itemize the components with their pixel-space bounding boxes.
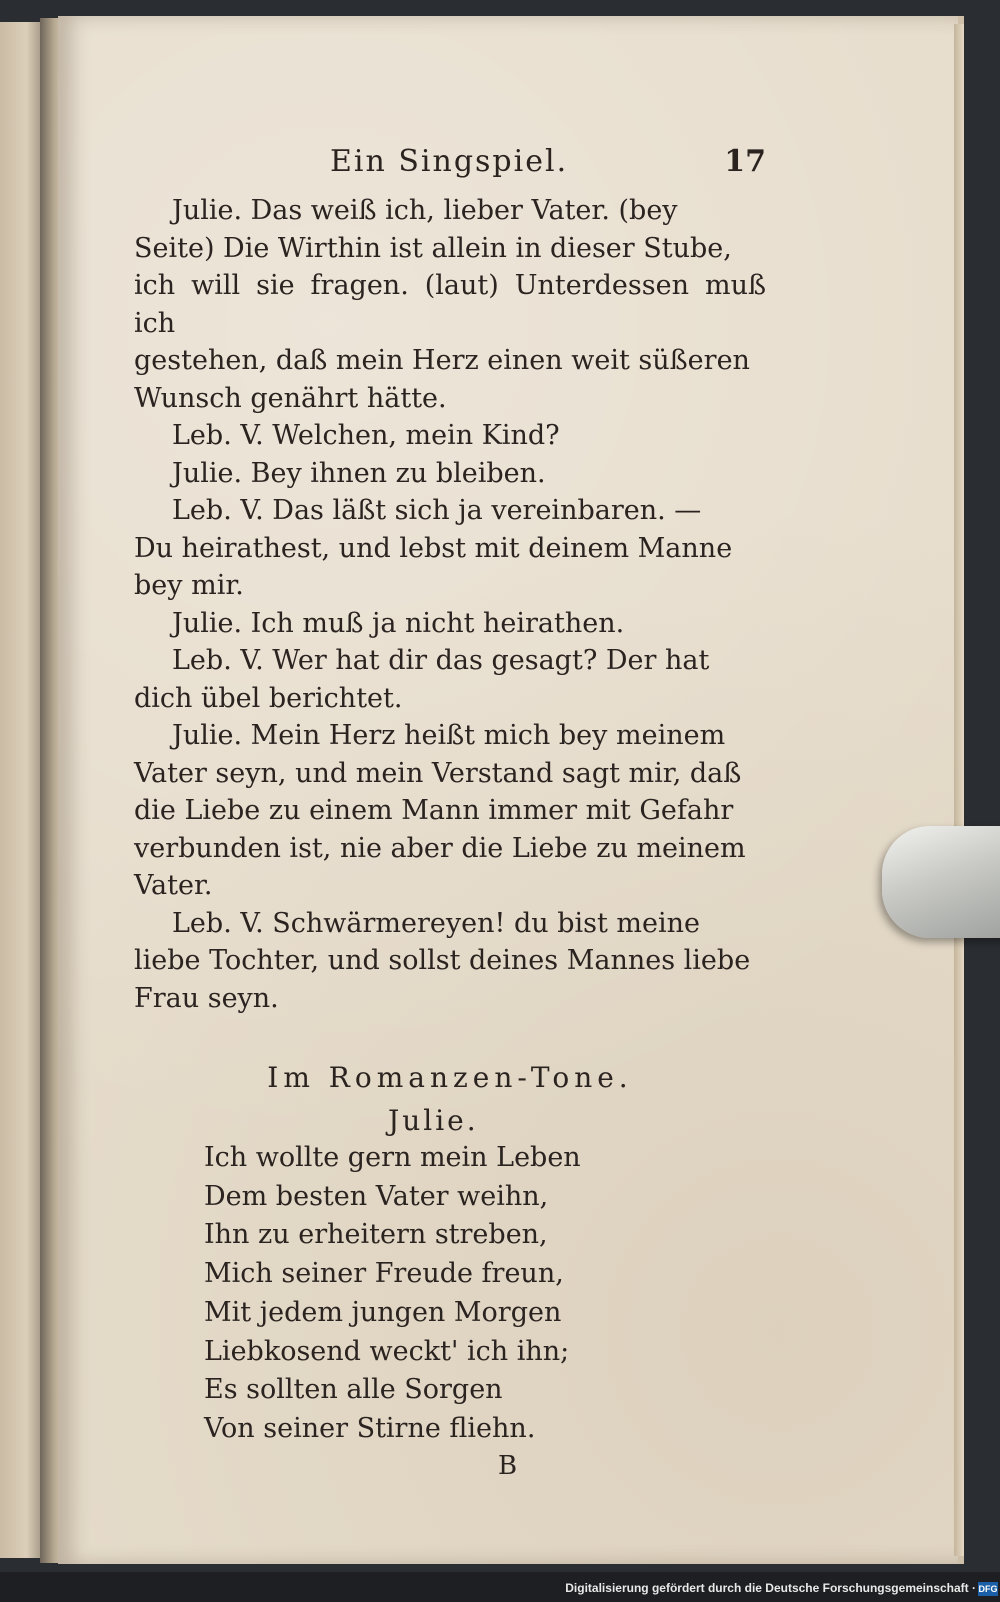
paragraph	[134, 455, 766, 493]
verse-line: Dem besten Vater weihn,	[204, 1180, 549, 1212]
text-line: Leb. V. Schwärmereyen! du bist meine	[172, 907, 700, 939]
dialogue	[134, 192, 766, 1017]
paragraph	[134, 905, 766, 1018]
text-line: Leb. V. Wer hat dir das gesagt? Der hat	[172, 645, 710, 676]
verse-line: Es sollten alle Sorgen	[204, 1374, 503, 1406]
text-line: Leb. V. Das läßt sich ja vereinbaren. —	[172, 495, 702, 526]
text-line: Vater seyn, und mein Verstand sagt mir, daß	[134, 757, 742, 789]
text-line: liebe Tochter, und sollst deines Mannes liebe	[134, 945, 751, 976]
paragraph	[134, 492, 766, 605]
text-line: dich übel berichtet.	[134, 682, 403, 714]
section-title: Im Romanzen-Tone.	[267, 1061, 633, 1094]
text-line: Seite) Die Wirthin ist allein in dieser Stube,	[134, 232, 732, 264]
footer-bar	[0, 1572, 1000, 1602]
page-header	[134, 140, 766, 192]
text-line: Julie. Das weiß ich, lieber Vater. (bey	[172, 195, 678, 226]
text-line: die Liebe zu einem Mann immer mit Gefahr	[134, 795, 734, 826]
verse	[134, 1139, 766, 1449]
paragraph	[134, 417, 766, 455]
text-line: Julie. Mein Herz heißt mich bey meinem	[172, 720, 726, 751]
funding-credit: Digitalisierung gefördert durch die Deutsche Forschungsgemeinschaft ·	[565, 1581, 976, 1595]
text-line: Frau seyn.	[134, 982, 279, 1014]
verse-line: Mich seiner Freude freun,	[204, 1258, 564, 1290]
text-line: Julie. Ich muß ja nicht heirathen.	[172, 607, 625, 639]
page-clip	[882, 826, 1000, 938]
page-text	[134, 140, 766, 1481]
verse-line: Ihn zu erheitern streben,	[204, 1219, 548, 1251]
paragraph	[134, 642, 766, 717]
running-head: Ein Singspiel.	[330, 144, 569, 179]
text-line: Du heirathest, und lebst mit deinem Manne	[134, 532, 733, 564]
text-line: Leb. V. Welchen, mein Kind?	[172, 420, 560, 451]
catchword: B	[498, 1450, 518, 1481]
text-line: Vater.	[134, 870, 213, 901]
text-line: Wunsch genährt hätte.	[134, 382, 447, 414]
text-line: verbunden ist, nie aber die Liebe zu meinem	[134, 832, 746, 864]
paragraph	[134, 192, 766, 417]
verse-line: Von seiner Stirne fliehn.	[204, 1412, 536, 1444]
page-number: 17	[724, 144, 766, 179]
verse-speaker: Julie.	[388, 1104, 479, 1137]
text-line: gestehen, daß mein Herz einen weit süßeren	[134, 345, 750, 376]
verse-line: Ich wollte gern mein Leben	[204, 1142, 581, 1173]
dfg-logo: DFG	[978, 1584, 998, 1594]
paragraph	[134, 605, 766, 643]
text-line: ich will sie fragen. (laut) Unterdessen muß ich	[134, 270, 766, 339]
verse-line: Liebkosend weckt' ich ihn;	[204, 1335, 570, 1367]
text-line: Julie. Bey ihnen zu bleiben.	[172, 457, 546, 489]
verse-line: Mit jedem jungen Morgen	[204, 1296, 562, 1328]
text-line: bey mir.	[134, 570, 244, 601]
paragraph	[134, 717, 766, 905]
page-fore-edge	[954, 24, 964, 1556]
